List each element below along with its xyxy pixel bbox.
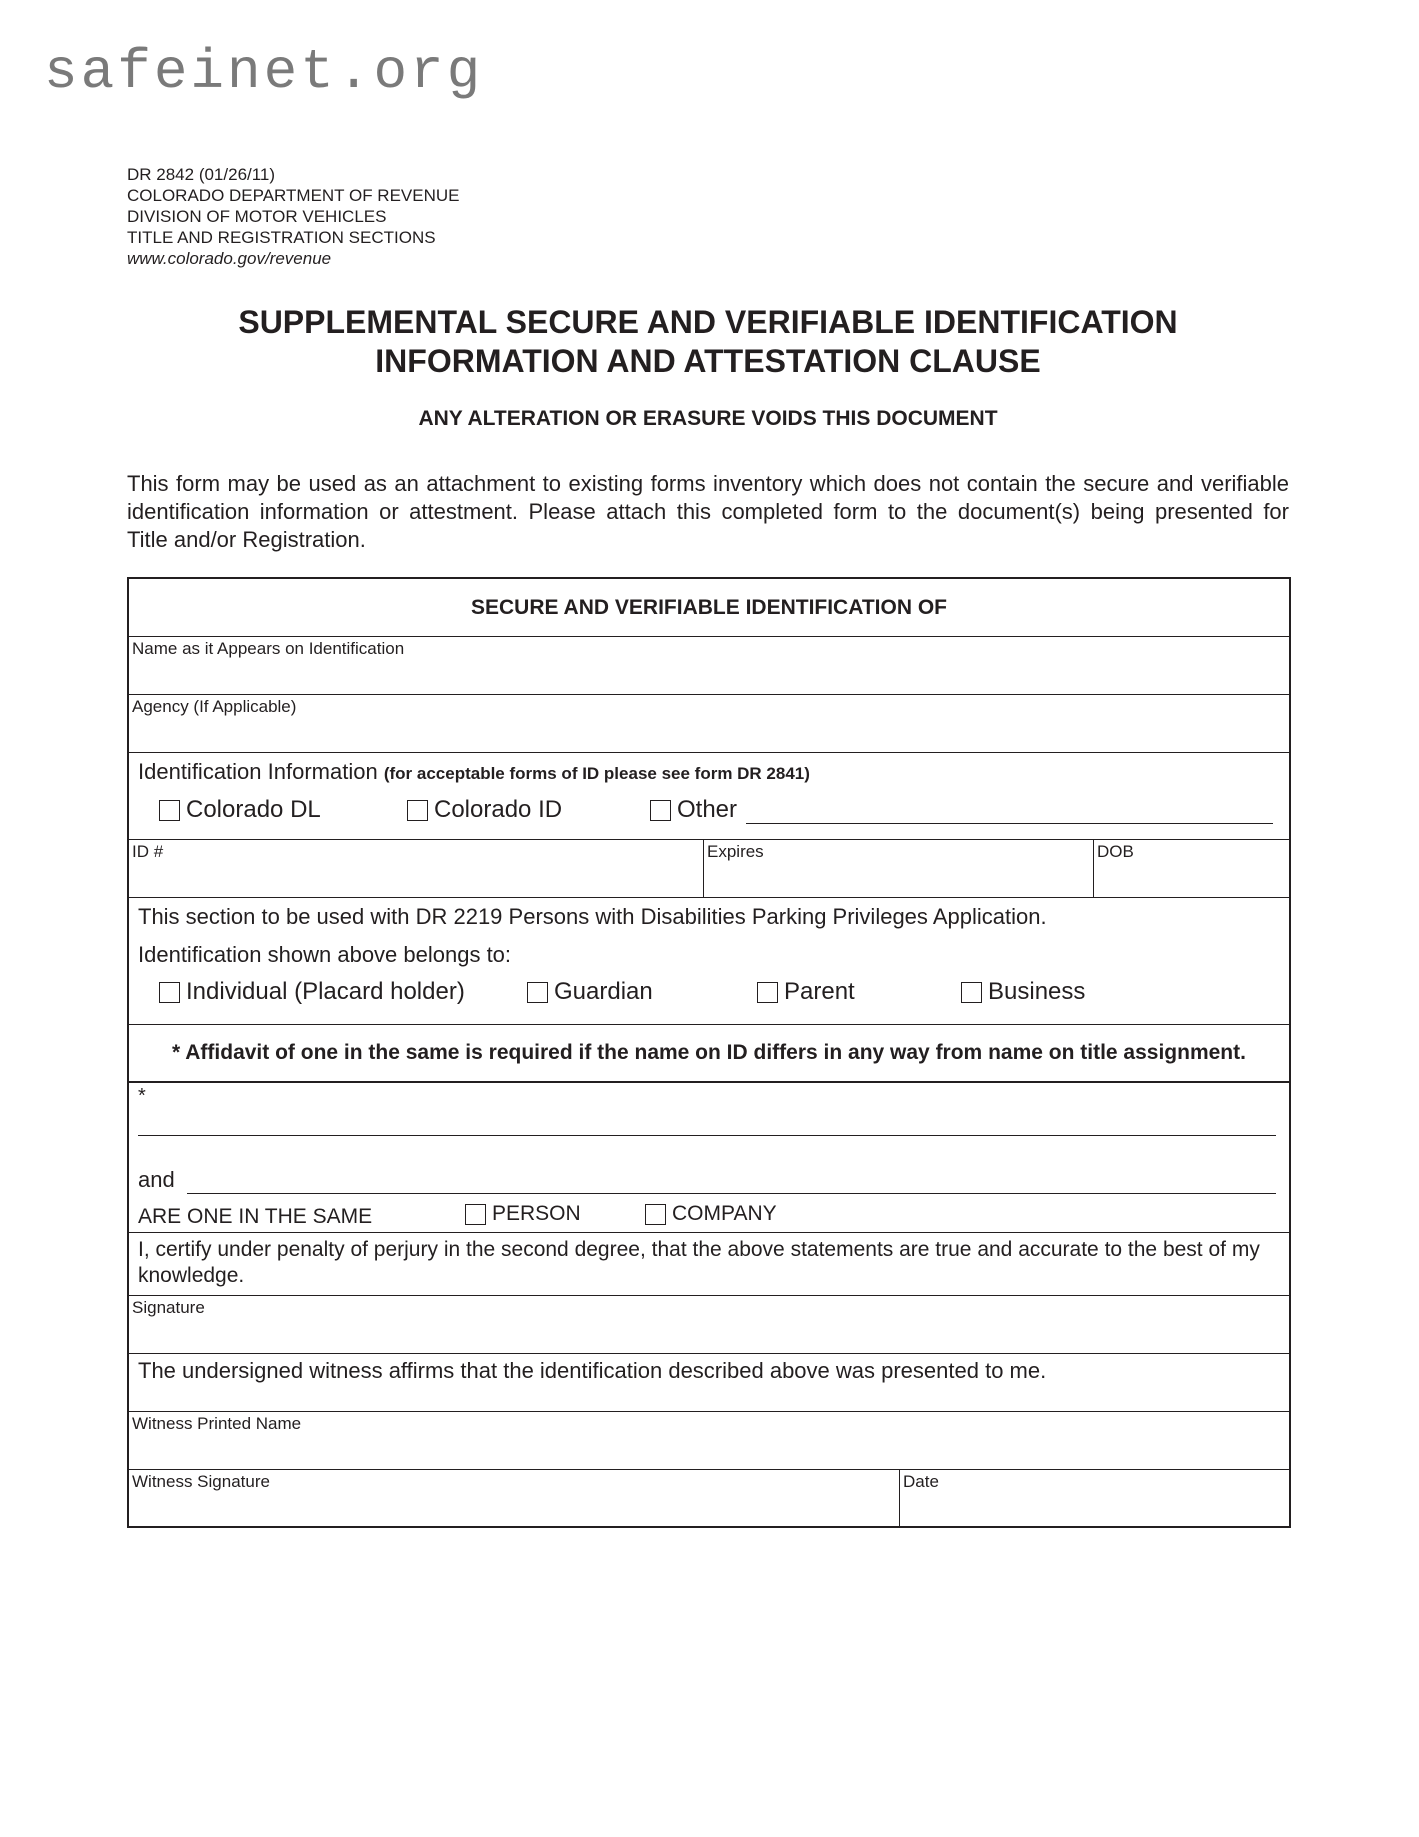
- section-title-row: [129, 579, 1289, 637]
- name-1-line[interactable]: [138, 1135, 1276, 1136]
- form-header: [127, 164, 460, 269]
- disability-section: [129, 898, 1289, 1025]
- witness-name-field[interactable]: [129, 1412, 1289, 1470]
- intro-line-1: This form may be used as an attachment to existing forms inventory which does not contain the secure and verifiable: [127, 471, 1289, 496]
- name-2-line[interactable]: [187, 1193, 1276, 1194]
- id-info-note: (for acceptable forms of ID please see form DR 2841): [383, 764, 810, 783]
- other-id-line[interactable]: [746, 823, 1273, 824]
- affidavit-row: [129, 1025, 1289, 1083]
- name-field[interactable]: [129, 637, 1289, 695]
- title-line-2: INFORMATION AND ATTESTATION CLAUSE: [375, 343, 1041, 379]
- dob-label: DOB: [1097, 842, 1134, 861]
- id-number-label: ID #: [132, 842, 164, 861]
- checkbox-parent[interactable]: Parent: [757, 978, 855, 1006]
- agency-field[interactable]: [129, 695, 1289, 753]
- website-link[interactable]: www.colorado.gov/revenue: [127, 249, 332, 268]
- checkbox-company[interactable]: COMPANY: [645, 1202, 777, 1226]
- intro-line-3: Title and/or Registration.: [127, 527, 366, 552]
- agency-label: Agency (If Applicable): [132, 697, 297, 716]
- checkbox-colorado-dl[interactable]: Colorado DL: [159, 796, 321, 824]
- title-line-1: SUPPLEMENTAL SECURE AND VERIFIABLE IDENTIFICATION: [238, 304, 1178, 340]
- one-same-label: ARE ONE IN THE SAME: [138, 1205, 373, 1228]
- date-label: Date: [903, 1472, 939, 1491]
- checkbox-box[interactable]: [645, 1204, 666, 1225]
- asterisk: *: [138, 1085, 146, 1107]
- divider: [899, 1470, 900, 1526]
- id-info-row: [129, 753, 1289, 840]
- watermark: safeinet.org: [44, 40, 484, 104]
- identification-form: [127, 577, 1291, 1528]
- checkbox-individual[interactable]: Individual (Placard holder): [159, 978, 465, 1006]
- signature-label: Signature: [132, 1298, 205, 1317]
- id-info-heading: [138, 759, 810, 785]
- witness-signature-row: [129, 1470, 1289, 1526]
- checkbox-colorado-id[interactable]: Colorado ID: [407, 796, 562, 824]
- certify-row: [129, 1233, 1289, 1296]
- division-name: DIVISION OF MOTOR VEHICLES: [127, 207, 387, 226]
- witness-name-label: Witness Printed Name: [132, 1414, 302, 1433]
- checkbox-box[interactable]: [527, 982, 548, 1003]
- disability-text: This section to be used with DR 2219 Persons with Disabilities Parking Privileges Application.: [138, 904, 1047, 929]
- checkbox-box[interactable]: [961, 982, 982, 1003]
- expires-label: Expires: [707, 842, 764, 861]
- witness-statement-row: [129, 1354, 1289, 1412]
- id-details-row: [129, 840, 1289, 898]
- checkbox-business[interactable]: Business: [961, 978, 1085, 1006]
- one-same-section: [129, 1083, 1289, 1233]
- divider: [703, 840, 704, 897]
- department-name: COLORADO DEPARTMENT OF REVENUE: [127, 186, 460, 205]
- belongs-to-label: Identification shown above belongs to:: [138, 942, 512, 967]
- checkbox-person[interactable]: PERSON: [465, 1202, 581, 1226]
- section-title: SECURE AND VERIFIABLE IDENTIFICATION OF: [470, 596, 947, 619]
- witness-text: The undersigned witness affirms that the identification described above was presented to me.: [138, 1358, 1047, 1383]
- alteration-warning: ANY ALTERATION OR ERASURE VOIDS THIS DOCUMENT: [418, 407, 998, 430]
- checkbox-box[interactable]: [757, 982, 778, 1003]
- checkbox-box[interactable]: [650, 800, 671, 821]
- checkbox-box[interactable]: [407, 800, 428, 821]
- signature-field[interactable]: [129, 1296, 1289, 1354]
- divider: [1093, 840, 1094, 897]
- certify-text: I, certify under penalty of perjury in the second degree, that the above statements are true and accurate to the best of my knowledge.: [138, 1238, 1260, 1287]
- and-label: and: [138, 1167, 175, 1192]
- name-label: Name as it Appears on Identification: [132, 639, 405, 658]
- form-code: DR 2842 (01/26/11): [127, 165, 276, 184]
- checkbox-box[interactable]: [465, 1204, 486, 1225]
- affidavit-note: * Affidavit of one in the same is required if the name on ID differs in any way from name on title assignment.: [172, 1041, 1246, 1064]
- witness-signature-label: Witness Signature: [132, 1472, 270, 1491]
- intro-line-2: identification information or attestment. Please attach this completed form to the document(s) being presented for: [127, 499, 1289, 524]
- checkbox-box[interactable]: [159, 800, 180, 821]
- intro-paragraph: [127, 470, 1289, 554]
- checkbox-guardian[interactable]: Guardian: [527, 978, 653, 1006]
- checkbox-other[interactable]: Other: [650, 796, 737, 824]
- sections-name: TITLE AND REGISTRATION SECTIONS: [127, 228, 436, 247]
- id-info-label: Identification Information: [138, 759, 378, 784]
- checkbox-box[interactable]: [159, 982, 180, 1003]
- document-title: [127, 303, 1289, 381]
